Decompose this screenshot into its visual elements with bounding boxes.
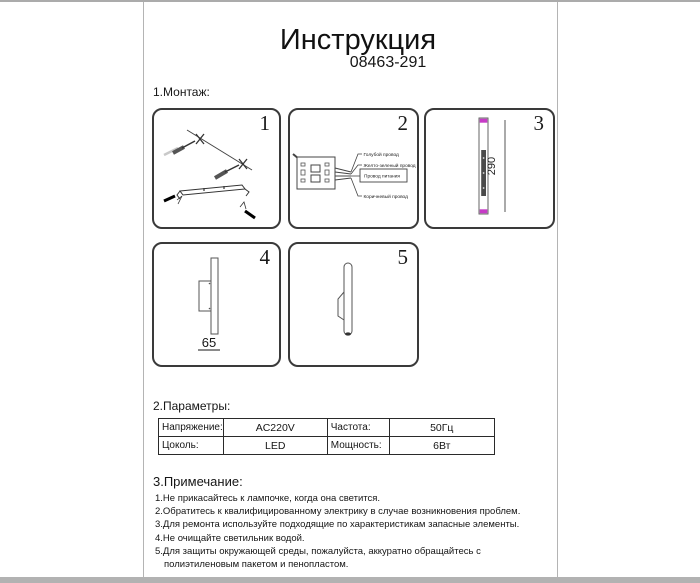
power-label: Мощность:	[327, 437, 389, 455]
lamp-end-cap	[480, 209, 488, 213]
base-value: LED	[223, 437, 327, 455]
lamp-front-view	[426, 110, 553, 227]
dimension-65: 65	[201, 335, 217, 350]
lamp-body-side	[211, 258, 218, 334]
figure-3-front-view	[424, 108, 555, 229]
note-line: 2.Обратитесь к квалифицированному электрику в случае возникновения проблем.	[155, 506, 521, 518]
screw-icon	[182, 141, 195, 148]
dimension-290: 290	[486, 156, 498, 176]
figure-1-number: 1	[259, 111, 270, 135]
note-line: 4.Не очищайте светильник водой.	[155, 532, 305, 544]
table-row	[159, 437, 495, 455]
section-notes-heading: 3.Примечание:	[153, 474, 243, 489]
section-params-heading: 2.Параметры:	[153, 399, 231, 413]
lamp-side-view	[154, 244, 279, 365]
mounting-bracket	[180, 185, 245, 195]
wire-label-power: Провод питания	[364, 174, 400, 180]
figure-2-number: 2	[397, 111, 408, 135]
page-title: Инструкция	[279, 24, 437, 56]
figure-4-number: 4	[259, 245, 270, 269]
figure-1-mounting	[152, 108, 281, 229]
figure-5-number: 5	[397, 245, 408, 269]
page-edge-right	[557, 2, 558, 577]
wires	[335, 168, 351, 180]
wiring-diagram	[290, 110, 417, 227]
drill-mark-icon	[239, 159, 247, 169]
model-number: 08463-291	[349, 54, 427, 71]
lamp-end-cap	[480, 119, 488, 123]
figure-5-perspective-view	[288, 242, 419, 367]
frequency-value: 50Гц	[389, 419, 494, 437]
note-line: 5.Для защиты окружающей среды, пожалуйста, аккуратно обращайтесь с	[155, 545, 481, 557]
wall-mount-block	[199, 281, 211, 311]
drill-mark-icon	[196, 134, 204, 144]
parameters-table	[158, 418, 495, 455]
note-line: 1.Не прикасайтесь к лампочке, когда она светится.	[155, 493, 381, 504]
notes-list	[155, 492, 551, 571]
figure-4-side-view	[152, 242, 281, 367]
note-line-continuation: полиэтиленовым пакетом и пенопластом.	[164, 559, 349, 571]
wire-label-yellow-green: Желто-зеленый провод	[363, 164, 416, 169]
photo-edge-bottom	[0, 577, 700, 583]
page-content	[143, 0, 557, 577]
screw-icon	[164, 196, 175, 201]
voltage-value: AC220V	[223, 419, 327, 437]
note-line: 3.Для ремонта используйте подходящие по характеристикам запасные элементы.	[155, 519, 520, 531]
mount-wedge	[338, 292, 344, 320]
figure-3-number: 3	[533, 111, 544, 135]
frequency-label: Частота:	[327, 419, 389, 437]
screw-icon	[225, 165, 239, 172]
table-row	[159, 419, 495, 437]
base-label: Цоколь:	[159, 437, 224, 455]
lamp-perspective-view	[290, 244, 417, 365]
lamp-tube-end	[345, 332, 351, 335]
figure-2-wiring	[288, 108, 419, 229]
screw-icon	[245, 211, 255, 218]
power-value: 6Вт	[389, 437, 494, 455]
wire-label-blue: Голубой провод	[363, 153, 399, 158]
voltage-label: Напряжение:	[159, 419, 224, 437]
mounting-illustration	[154, 110, 279, 227]
section-montage-heading: 1.Монтаж:	[153, 85, 210, 99]
lamp-tube	[344, 263, 352, 335]
wire-label-brown: Коричневый провод	[363, 195, 408, 200]
